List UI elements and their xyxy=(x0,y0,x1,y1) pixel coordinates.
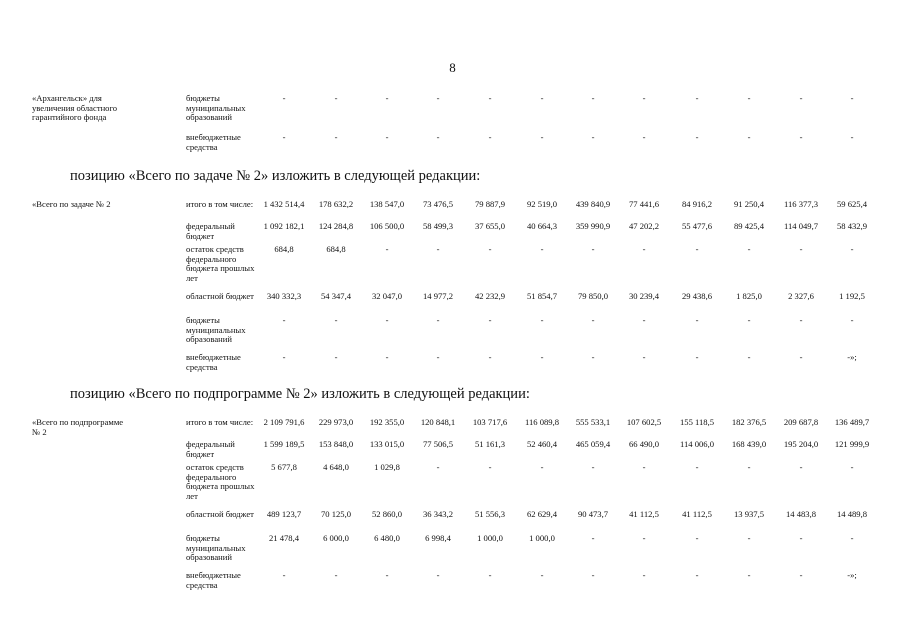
table-cell-value: - xyxy=(799,352,803,362)
table-cell-value: - xyxy=(850,533,854,543)
table-cell-value: 51 161,3 xyxy=(474,439,506,449)
table-cell-value: - xyxy=(436,570,440,580)
table-cell-value: 73 476,5 xyxy=(422,199,454,209)
table-cell-value: 107 602,5 xyxy=(626,417,662,427)
table-cell-value: 90 473,7 xyxy=(577,509,609,519)
table-cell-value: 32 047,0 xyxy=(371,291,403,301)
table-cell-value: 555 533,1 xyxy=(575,417,611,427)
table-cell-value: 79 887,9 xyxy=(474,199,506,209)
table-cell-value: 30 239,4 xyxy=(628,291,660,301)
funding-source-label: итого в том числе: xyxy=(186,417,254,427)
table-cell-value: - xyxy=(591,315,595,325)
funding-source-label: внебюджетные средства xyxy=(186,132,241,152)
table-cell-value: 59 625,4 xyxy=(836,199,868,209)
table-cell-value: 70 125,0 xyxy=(320,509,352,519)
table-cell-value: - xyxy=(282,352,286,362)
table-cell-value: 14 977,2 xyxy=(422,291,454,301)
table-cell-value: 103 717,6 xyxy=(472,417,508,427)
table-cell-value: 133 015,0 xyxy=(369,439,405,449)
table-cell-value: 116 377,3 xyxy=(783,199,819,209)
funding-source-label: областной бюджет xyxy=(186,291,254,301)
table-cell-value: 178 632,2 xyxy=(318,199,354,209)
table-cell-value: 136 489,7 xyxy=(834,417,870,427)
table-cell-value: - xyxy=(436,315,440,325)
table-cell-value: - xyxy=(540,570,544,580)
table-cell-value: 54 347,4 xyxy=(320,291,352,301)
table-cell-value: 359 990,9 xyxy=(575,221,611,231)
table-cell-value: 138 547,0 xyxy=(369,199,405,209)
table-cell-value: 229 973,0 xyxy=(318,417,354,427)
table-cell-value: - xyxy=(695,315,699,325)
table-cell-value: 6 480,0 xyxy=(374,533,400,543)
table-cell-value: - xyxy=(488,570,492,580)
table-cell-value: - xyxy=(642,352,646,362)
table-cell-value: - xyxy=(591,244,595,254)
table-cell-value: - xyxy=(799,570,803,580)
table-cell-value: 40 664,3 xyxy=(526,221,558,231)
table-cell-value: 13 937,5 xyxy=(733,509,765,519)
table-cell-value: 79 850,0 xyxy=(577,291,609,301)
table-cell-value: - xyxy=(850,244,854,254)
table-cell-value: 120 848,1 xyxy=(420,417,456,427)
table-cell-value: - xyxy=(747,533,751,543)
table-cell-value: -»; xyxy=(847,570,857,580)
table-cell-value: - xyxy=(799,462,803,472)
table-cell-value: 47 202,2 xyxy=(628,221,660,231)
table-cell-value: - xyxy=(436,244,440,254)
table-cell-value: 168 439,0 xyxy=(731,439,767,449)
table-cell-value: - xyxy=(591,93,595,103)
funding-source-label: бюджеты муниципальных образований xyxy=(186,533,246,563)
table-cell-value: - xyxy=(540,132,544,142)
table-cell-value: 1 092 182,1 xyxy=(263,221,305,231)
table-cell-value: 121 999,9 xyxy=(834,439,870,449)
funding-source-label: федеральный бюджет xyxy=(186,439,235,459)
table-cell-value: - xyxy=(695,533,699,543)
table-cell-value: 124 284,8 xyxy=(318,221,354,231)
table-cell-value: - xyxy=(695,93,699,103)
table-cell-value: 84 916,2 xyxy=(681,199,713,209)
table-cell-value: - xyxy=(799,315,803,325)
table-cell-value: - xyxy=(642,315,646,325)
table-cell-value: - xyxy=(436,462,440,472)
table-cell-value: - xyxy=(695,570,699,580)
funding-source-label: остаток средств федерального бюджета прошлых лет xyxy=(186,462,255,501)
table-cell-value: - xyxy=(591,352,595,362)
table-cell-value: - xyxy=(488,315,492,325)
table-cell-value: 114 006,0 xyxy=(679,439,715,449)
table-cell-value: 62 629,4 xyxy=(526,509,558,519)
table-cell-value: - xyxy=(436,352,440,362)
funding-source-label: федеральный бюджет xyxy=(186,221,235,241)
table-cell-value: - xyxy=(850,462,854,472)
table-cell-value: - xyxy=(282,570,286,580)
table-cell-value: - xyxy=(282,315,286,325)
table-cell-value: 66 490,0 xyxy=(628,439,660,449)
table-cell-value: - xyxy=(282,132,286,142)
section-heading-subprogram-2: позицию «Всего по подпрограмме № 2» изложить в следующей редакции: xyxy=(70,386,530,402)
section-heading-task-2: позицию «Всего по задаче № 2» изложить в следующей редакции: xyxy=(70,168,481,184)
table-cell-value: 1 192,5 xyxy=(839,291,865,301)
table-cell-value: 5 677,8 xyxy=(271,462,297,472)
table-cell-value: 1 599 189,5 xyxy=(263,439,305,449)
table-cell-value: 41 112,5 xyxy=(682,509,712,519)
table-cell-value: - xyxy=(747,570,751,580)
table-cell-value: 37 655,0 xyxy=(474,221,506,231)
table-cell-value: - xyxy=(747,244,751,254)
funding-source-label: бюджеты муниципальных образований xyxy=(186,315,246,345)
funding-source-label: бюджеты муниципальных образований xyxy=(186,93,246,123)
table-cell-value: 89 425,4 xyxy=(733,221,765,231)
table-cell-value: 77 506,5 xyxy=(422,439,454,449)
table-cell-value: 77 441,6 xyxy=(628,199,660,209)
table-cell-value: 2 109 791,6 xyxy=(263,417,305,427)
table-cell-value: 106 500,0 xyxy=(369,221,405,231)
table-cell-value: - xyxy=(591,570,595,580)
table-cell-value: - xyxy=(540,462,544,472)
table-cell-value: - xyxy=(642,244,646,254)
table-cell-value: - xyxy=(642,462,646,472)
table-cell-value: - xyxy=(385,315,389,325)
table-cell-value: - xyxy=(747,462,751,472)
table-cell-value: - xyxy=(695,244,699,254)
table-cell-value: 91 250,4 xyxy=(733,199,765,209)
table-cell-value: 153 848,0 xyxy=(318,439,354,449)
table-cell-value: - xyxy=(799,244,803,254)
table-cell-value: - xyxy=(747,352,751,362)
table-cell-value: - xyxy=(642,93,646,103)
table-cell-value: 489 123,7 xyxy=(266,509,302,519)
funding-source-label: областной бюджет xyxy=(186,509,254,519)
table-cell-value: - xyxy=(799,93,803,103)
table-cell-value: 92 519,0 xyxy=(526,199,558,209)
table-cell-value: - xyxy=(540,315,544,325)
table-cell-value: 55 477,6 xyxy=(681,221,713,231)
table-cell-value: - xyxy=(591,533,595,543)
page-number: 8 xyxy=(449,60,456,75)
table-cell-value: 41 112,5 xyxy=(629,509,659,519)
table-cell-value: 6 000,0 xyxy=(323,533,349,543)
table-cell-value: - xyxy=(436,132,440,142)
table-cell-value: - xyxy=(591,132,595,142)
table-cell-value: 36 343,2 xyxy=(422,509,454,519)
table-cell-value: - xyxy=(747,132,751,142)
table-cell-value: - xyxy=(695,462,699,472)
table-cell-value: - xyxy=(642,132,646,142)
table-cell-value: - xyxy=(850,315,854,325)
table-cell-value: 29 438,6 xyxy=(681,291,713,301)
table-cell-value: 114 049,7 xyxy=(783,221,819,231)
table-cell-value: 58 432,9 xyxy=(836,221,868,231)
table-cell-value: - xyxy=(850,93,854,103)
table-cell-value: - xyxy=(334,570,338,580)
table-cell-value: 4 648,0 xyxy=(323,462,349,472)
table-cell-value: 439 840,9 xyxy=(575,199,611,209)
table-cell-value: - xyxy=(385,244,389,254)
table-cell-value: 14 489,8 xyxy=(836,509,868,519)
table-cell-value: 116 089,8 xyxy=(524,417,560,427)
table-cell-value: - xyxy=(488,132,492,142)
table-cell-value: 21 478,4 xyxy=(268,533,300,543)
table-cell-value: - xyxy=(695,132,699,142)
table-cell-value: 1 000,0 xyxy=(529,533,555,543)
table-cell-value: 51 854,7 xyxy=(526,291,558,301)
table-cell-value: - xyxy=(385,132,389,142)
table-cell-value: 52 860,0 xyxy=(371,509,403,519)
section-label: «Архангельск» для увеличения областного гарантийного фонда xyxy=(32,93,118,123)
table-cell-value: 684,8 xyxy=(274,244,294,254)
table-cell-value: -»; xyxy=(847,352,857,362)
table-cell-value: - xyxy=(747,93,751,103)
table-cell-value: - xyxy=(747,315,751,325)
table-cell-value: - xyxy=(695,352,699,362)
table-cell-value: 195 204,0 xyxy=(783,439,819,449)
table-cell-value: - xyxy=(385,352,389,362)
funding-source-label: внебюджетные средства xyxy=(186,570,241,590)
table-cell-value: - xyxy=(799,132,803,142)
table-cell-value: 1 432 514,4 xyxy=(263,199,305,209)
table-cell-value: 1 000,0 xyxy=(477,533,503,543)
table-cell-value: - xyxy=(799,533,803,543)
table-cell-value: - xyxy=(850,132,854,142)
table-cell-value: - xyxy=(488,352,492,362)
table-cell-value: 209 687,8 xyxy=(783,417,819,427)
table-cell-value: - xyxy=(334,132,338,142)
table-cell-value: 42 232,9 xyxy=(474,291,506,301)
table-cell-value: - xyxy=(540,352,544,362)
table-cell-value: - xyxy=(385,570,389,580)
table-cell-value: - xyxy=(540,93,544,103)
section-label: «Всего по подпрограмме № 2 xyxy=(32,417,124,437)
table-cell-value: 14 483,8 xyxy=(785,509,817,519)
table-cell-value: - xyxy=(540,244,544,254)
table-cell-value: - xyxy=(334,93,338,103)
table-cell-value: 182 376,5 xyxy=(731,417,767,427)
table-cell-value: - xyxy=(642,570,646,580)
table-cell-value: - xyxy=(488,462,492,472)
table-cell-value: - xyxy=(436,93,440,103)
table-cell-value: 1 029,8 xyxy=(374,462,400,472)
table-cell-value: - xyxy=(488,244,492,254)
section-label: «Всего по задаче № 2 xyxy=(32,199,111,209)
table-cell-value: 2 327,6 xyxy=(788,291,814,301)
table-cell-value: 340 332,3 xyxy=(266,291,302,301)
table-cell-value: 192 355,0 xyxy=(369,417,405,427)
table-cell-value: - xyxy=(334,352,338,362)
funding-source-label: итого в том числе: xyxy=(186,199,254,209)
table-cell-value: - xyxy=(385,93,389,103)
table-cell-value: 155 118,5 xyxy=(679,417,715,427)
table-cell-value: 51 556,3 xyxy=(474,509,506,519)
funding-source-label: внебюджетные средства xyxy=(186,352,241,372)
table-cell-value: 684,8 xyxy=(326,244,346,254)
table-cell-value: 58 499,3 xyxy=(422,221,454,231)
table-cell-value: - xyxy=(591,462,595,472)
table-cell-value: - xyxy=(282,93,286,103)
table-cell-value: 6 998,4 xyxy=(425,533,451,543)
table-cell-value: 1 825,0 xyxy=(736,291,762,301)
table-cell-value: 52 460,4 xyxy=(526,439,558,449)
table-cell-value: - xyxy=(642,533,646,543)
table-cell-value: - xyxy=(488,93,492,103)
table-cell-value: - xyxy=(334,315,338,325)
funding-source-label: остаток средств федерального бюджета прошлых лет xyxy=(186,244,255,283)
table-cell-value: 465 059,4 xyxy=(575,439,611,449)
